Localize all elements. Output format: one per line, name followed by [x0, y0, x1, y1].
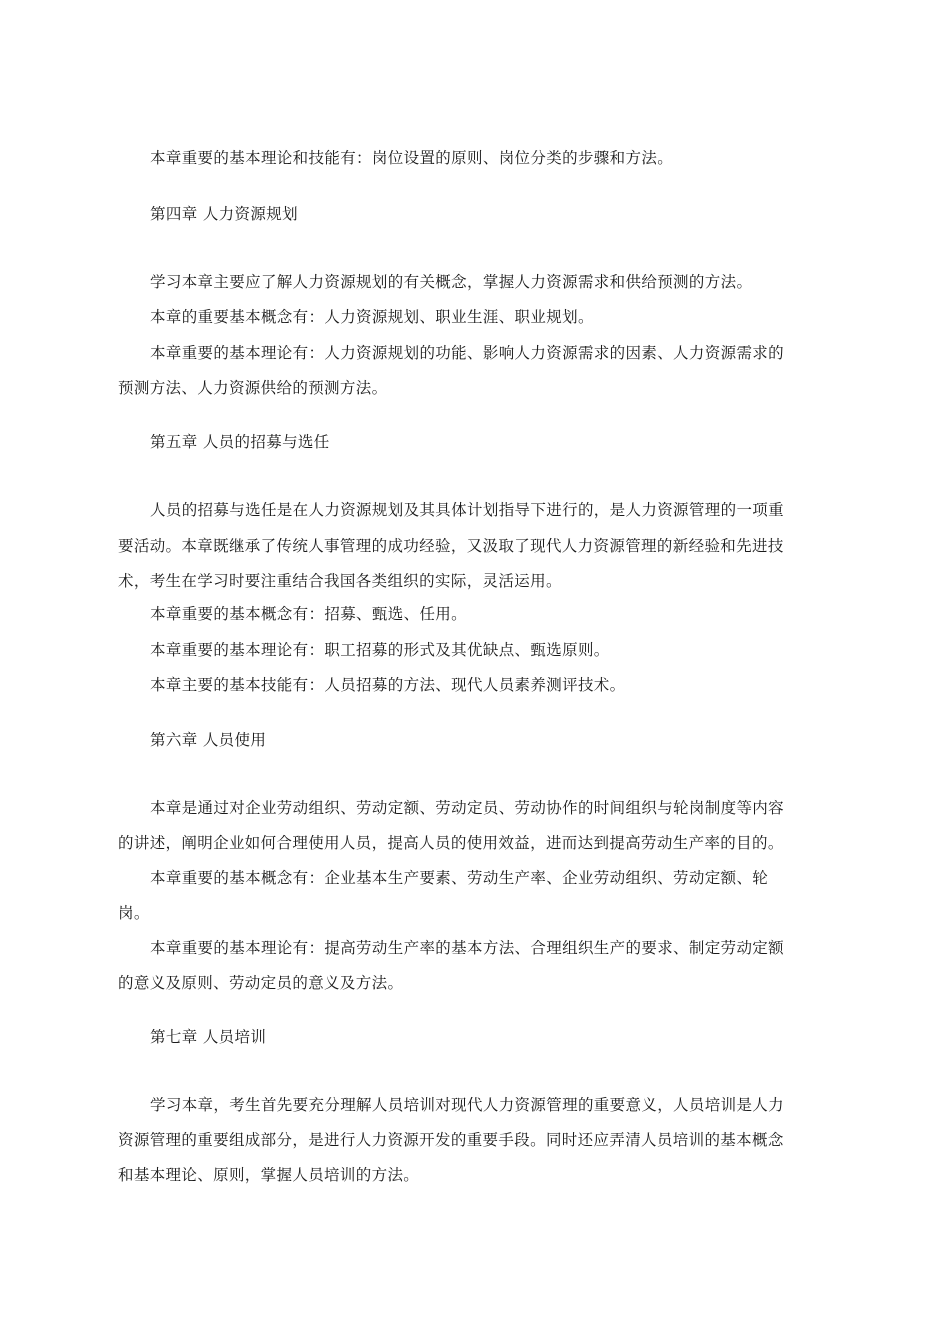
paragraph-line: 要活动。本章既继承了传统人事管理的成功经验，又汲取了现代人力资源管理的新经验和先进技	[118, 537, 784, 555]
paragraph-line: 本章重要的基本理论有：提高劳动生产率的基本方法、合理组织生产的要求、制定劳动定额	[150, 939, 785, 957]
paragraph-line: 本章重要的基本理论和技能有：岗位设置的原则、岗位分类的步骤和方法。	[150, 149, 674, 167]
paragraph-line: 人员的招募与选任是在人力资源规划及其具体计划指导下进行的，是人力资源管理的一项重	[150, 501, 785, 519]
paragraph-line: 岗。	[118, 904, 150, 922]
chapter-heading-4: 第四章 人力资源规划	[150, 205, 298, 223]
paragraph-line: 预测方法、人力资源供给的预测方法。	[118, 379, 388, 397]
paragraph-line: 本章重要的基本理论有：职工招募的形式及其优缺点、甄选原则。	[150, 641, 610, 659]
paragraph-line: 本章主要的基本技能有：人员招募的方法、现代人员素养测评技术。	[150, 676, 626, 694]
paragraph-line: 和基本理论、原则，掌握人员培训的方法。	[118, 1166, 420, 1184]
paragraph-line: 学习本章，考生首先要充分理解人员培训对现代人力资源管理的重要意义，人员培训是人力	[150, 1096, 785, 1114]
paragraph-line: 术，考生在学习时要注重结合我国各类组织的实际，灵活运用。	[118, 572, 562, 590]
paragraph-line: 学习本章主要应了解人力资源规划的有关概念，掌握人力资源需求和供给预测的方法。	[150, 273, 753, 291]
chapter-heading-7: 第七章 人员培训	[150, 1028, 267, 1046]
paragraph-line: 本章重要的基本理论有：人力资源规划的功能、影响人力资源需求的因素、人力资源需求的	[150, 344, 785, 362]
chapter-heading-5: 第五章 人员的招募与选任	[150, 433, 330, 451]
paragraph-line: 本章是通过对企业劳动组织、劳动定额、劳动定员、劳动协作的时间组织与轮岗制度等内容	[150, 799, 785, 817]
paragraph-line: 本章重要的基本概念有：招募、甄选、任用。	[150, 605, 468, 623]
chapter-heading-6: 第六章 人员使用	[150, 731, 267, 749]
paragraph-line: 的意义及原则、劳动定员的意义及方法。	[118, 974, 404, 992]
paragraph-line: 本章重要的基本概念有：企业基本生产要素、劳动生产率、企业劳动组织、劳动定额、轮	[150, 869, 769, 887]
paragraph-line: 资源管理的重要组成部分，是进行人力资源开发的重要手段。同时还应弄清人员培训的基本概念	[118, 1131, 784, 1149]
paragraph-line: 本章的重要基本概念有：人力资源规划、职业生涯、职业规划。	[150, 308, 594, 326]
paragraph-line: 的讲述，阐明企业如何合理使用人员，提高人员的使用效益，进而达到提高劳动生产率的目的。	[118, 834, 784, 852]
